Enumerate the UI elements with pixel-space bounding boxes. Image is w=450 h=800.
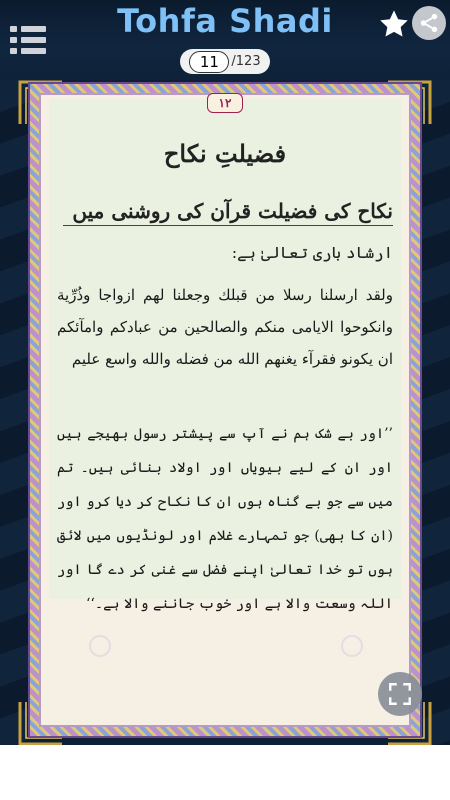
page-scan (49, 96, 401, 612)
page-counter (180, 49, 270, 74)
urdu-translation: ’’اور بے شک ہم نے آپ سے پیشتر رسول بھیجے ہیں اور ان کے لیے بیویاں اور اولاد بنائی ہیں۔ تم میں سے جو بے گناہ ہوں ان کا نکاح کر دیا کرو اور (ان کا بھی) جو تمہارے غلام اور لونڈیوں میں لائق ہوں تو خدا تعالیٰ اپنے فضل سے غنی کر دے گا اور اللہ وسعت والا ہے اور خوب جاننے والا ہے۔‘‘ (57, 426, 393, 612)
favorite-button[interactable] (378, 8, 410, 40)
watermark-icon (89, 635, 111, 657)
watermark-icon (341, 635, 363, 657)
page-number-input[interactable]: 11 (189, 51, 229, 73)
book-page[interactable] (39, 93, 411, 727)
bottom-area (0, 745, 450, 800)
app-title: Tohfa Shadi (117, 2, 333, 40)
page-number-badge: ١٢ (207, 93, 243, 113)
share-icon (418, 12, 440, 34)
total-pages-label: /123 (231, 54, 261, 69)
app-header (0, 0, 450, 80)
right-ornament (422, 80, 450, 745)
share-button[interactable] (412, 6, 446, 40)
page-frame (28, 82, 422, 738)
fullscreen-button[interactable] (378, 672, 422, 716)
left-ornament (0, 80, 28, 745)
fullscreen-icon (387, 681, 413, 707)
chapter-title: فضیلتِ نکاح (163, 139, 287, 168)
arabic-verse: ولقد ارسلنا رسلا من قبلك وجعلنا لهم ازواجا وذُرِّية وانكوحوا الايامى منكم والصالحين من عبادكم وامآئكم ان يكونو فقرآء يغنهم الله من فضله والله واسع عليم (57, 286, 393, 368)
intro-line: ارشاد باری تعالیٰ ہے: (231, 243, 393, 262)
star-icon (378, 8, 410, 40)
section-subtitle: نکاح کی فضیلت قرآن کی روشنی میں (63, 199, 393, 226)
